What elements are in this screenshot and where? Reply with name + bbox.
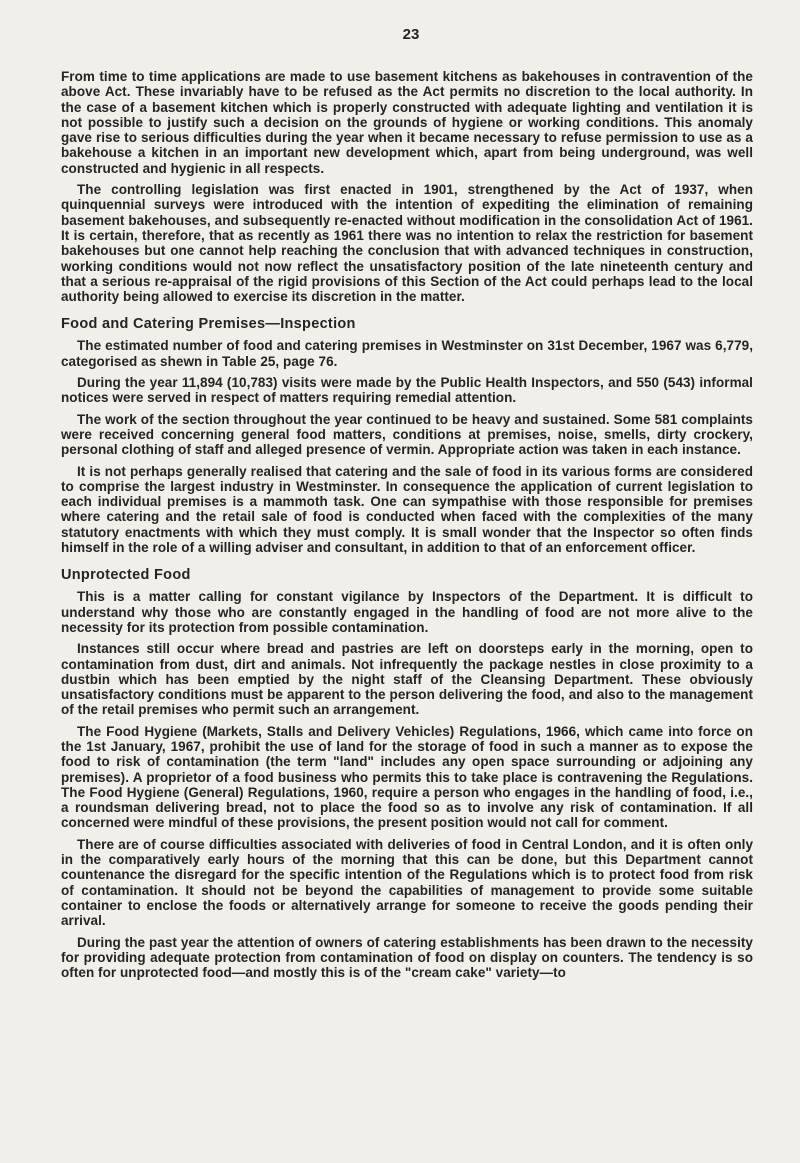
paragraph: From time to time applications are made to use basement kitchens as bakehouses in contravention of the above Act. These invariably have to be refused as the Act permits no discretion to the local authority. In the case of a basement kitchen which is properly constructed with adequate lighting and ventilation it is not possible to justify such a decision on the grounds of hygiene or working conditions. This anomaly gave rise to serious difficulties during the year when it became necessary to refuse permission to use as a bakehouse a kitchen in an important new development which, apart from being underground, was well constructed and hygienic in all respects. <box>61 69 753 176</box>
paragraph: There are of course difficulties associated with deliveries of food in Central London, and it is often only in the comparatively early hours of the morning that this can be done, but this Department cannot countenance the disregard for the specific intention of the Regulations which is to protect food from risk of contamination. It should not be beyond the capabilities of management to provide some suitable container to enclose the foods or alternatively arrange for someone to receive the goods pending their arrival. <box>61 836 753 929</box>
paragraph: During the past year the attention of owners of catering establishments has been drawn to the necessity for providing adequate protection from contamination of food on display on counters. The tendency is so often for unprotected food—and mostly this is of the "cream cake" variety—to <box>61 934 753 981</box>
paragraph: The Food Hygiene (Markets, Stalls and Delivery Vehicles) Regulations, 1966, which came into force on the 1st January, 1967, prohibit the use of land for the storage of food in such a manner as to expose the food to risk of contamination (the term "land" includes any open space surrounding or adjoining any premises). A proprietor of a food business who permits this to take place is contravening the Regulations. The Food Hygiene (General) Regulations, 1960, require a person who engages in the handling of food, i.e., a roundsman delivering bread, not to place the food so as to involve any risk of contamination. If all concerned were mindful of these provisions, the present position would not call for comment. <box>61 723 753 831</box>
paragraph: It is not perhaps generally realised that catering and the sale of food in its various forms are considered to comprise the largest industry in Westminster. In consequence the application of current legislation to each individual premises is a mammoth task. One can sympathise with those responsible for premises where catering and the retail sale of food is conducted when faced with the complexities of the many statutory enactments with which they must comply. It is small wonder that the Inspector so often finds himself in the role of a willing adviser and consultant, in addition to that of an enforcement officer. <box>61 463 753 556</box>
paragraph: During the year 11,894 (10,783) visits were made by the Public Health Inspectors, and 550 (543) informal notices were served in respect of matters requiring remedial attention. <box>61 375 753 406</box>
paragraph: The work of the section throughout the year continued to be heavy and sustained. Some 581 complaints were received concerning general food matters, conditions at premises, noise, smells, dirty crockery, personal clothing of staff and alleged presence of vermin. Appropriate action was taken in each instance. <box>61 411 753 458</box>
paragraph: The controlling legislation was first enacted in 1901, strengthened by the Act of 1937, when quinquennial surveys were introduced with the intention of expediting the elimination of remaining basement bakehouses, and subsequently re-enacted without modification in the consolidation Act of 1961. It is certain, therefore, that as recently as 1961 there was no intention to relax the restriction for basement bakehouses but one cannot help reaching the conclusion that with advanced techniques in construction, working conditions would not now reflect the unsatisfactory position of the late nineteenth century and that a serious re-appraisal of the rigid provisions of this Section of the Act could perhaps lead to the local authority being allowed to exercise its discretion in the matter. <box>61 182 753 305</box>
page-number: 23 <box>402 26 420 43</box>
paragraph: This is a matter calling for constant vigilance by Inspectors of the Department. It is difficult to understand why those who are constantly engaged in the handling of food are not more alive to the necessity for its protection from possible contamination. <box>61 589 753 635</box>
section-heading: Unprotected Food <box>61 567 191 584</box>
paragraph: The estimated number of food and catering premises in Westminster on 31st December, 1967 was 6,779, categorised as shewn in Table 25, page 76. <box>61 338 753 369</box>
section-heading: Food and Catering Premises—Inspection <box>61 316 356 333</box>
paragraph: Instances still occur where bread and pastries are left on doorsteps early in the morning, open to contamination from dust, dirt and animals. Not infrequently the package nestles in close proximity to a dustbin which has been emptied by the night staff of the Cleansing Department. These obviously unsatisfactory conditions must be apparent to the person delivering the food, and also to the management of the retail premises who permit such an arrangement. <box>61 641 753 718</box>
